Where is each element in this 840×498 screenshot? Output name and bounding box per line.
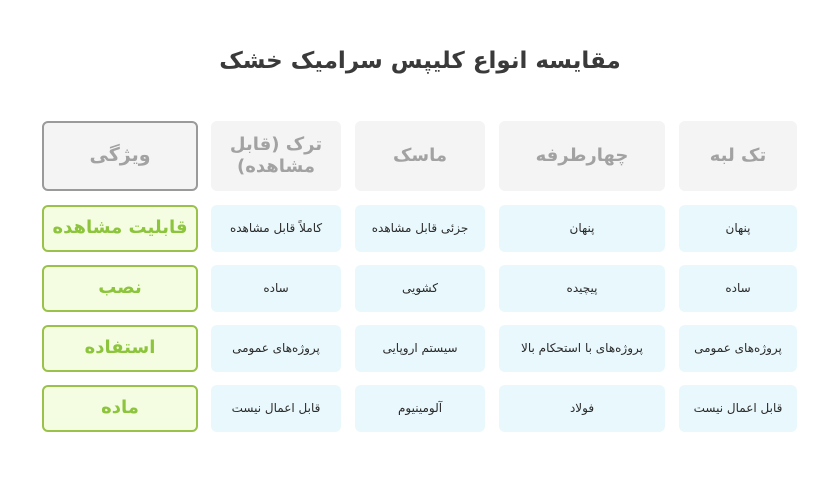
cell-material-mask: آلومینیوم xyxy=(355,385,485,432)
cell-install-single-edge: ساده xyxy=(679,265,797,312)
cell-usage-four-sided: پروژه‌های با استحکام بالا xyxy=(499,325,665,372)
header-visible: ترک (قابل مشاهده) xyxy=(211,121,341,191)
cell-usage-visible: پروژه‌های عمومی xyxy=(211,325,341,372)
cell-usage-mask: سیستم اروپایی xyxy=(355,325,485,372)
header-mask: ماسک xyxy=(355,121,485,191)
cell-material-four-sided: فولاد xyxy=(499,385,665,432)
row-label-material: ماده xyxy=(42,385,198,432)
row-label-usage: استفاده xyxy=(42,325,198,372)
header-single-edge: تک لبه xyxy=(679,121,797,191)
header-four-sided: چهارطرفه xyxy=(499,121,665,191)
cell-material-visible: قابل اعمال نیست xyxy=(211,385,341,432)
cell-visibility-mask: جزئی قابل مشاهده xyxy=(355,205,485,252)
page-title: مقایسه انواع کلیپس سرامیک خشک xyxy=(219,48,621,74)
row-label-visibility: قابلیت مشاهده xyxy=(42,205,198,252)
cell-install-mask: کشویی xyxy=(355,265,485,312)
cell-install-visible: ساده xyxy=(211,265,341,312)
row-label-install: نصب xyxy=(42,265,198,312)
cell-material-single-edge: قابل اعمال نیست xyxy=(679,385,797,432)
cell-install-four-sided: پیچیده xyxy=(499,265,665,312)
cell-visibility-single-edge: پنهان xyxy=(679,205,797,252)
header-feature: ویژگی xyxy=(42,121,198,191)
cell-usage-single-edge: پروژه‌های عمومی xyxy=(679,325,797,372)
cell-visibility-four-sided: پنهان xyxy=(499,205,665,252)
cell-visibility-visible: کاملاً قابل مشاهده xyxy=(211,205,341,252)
